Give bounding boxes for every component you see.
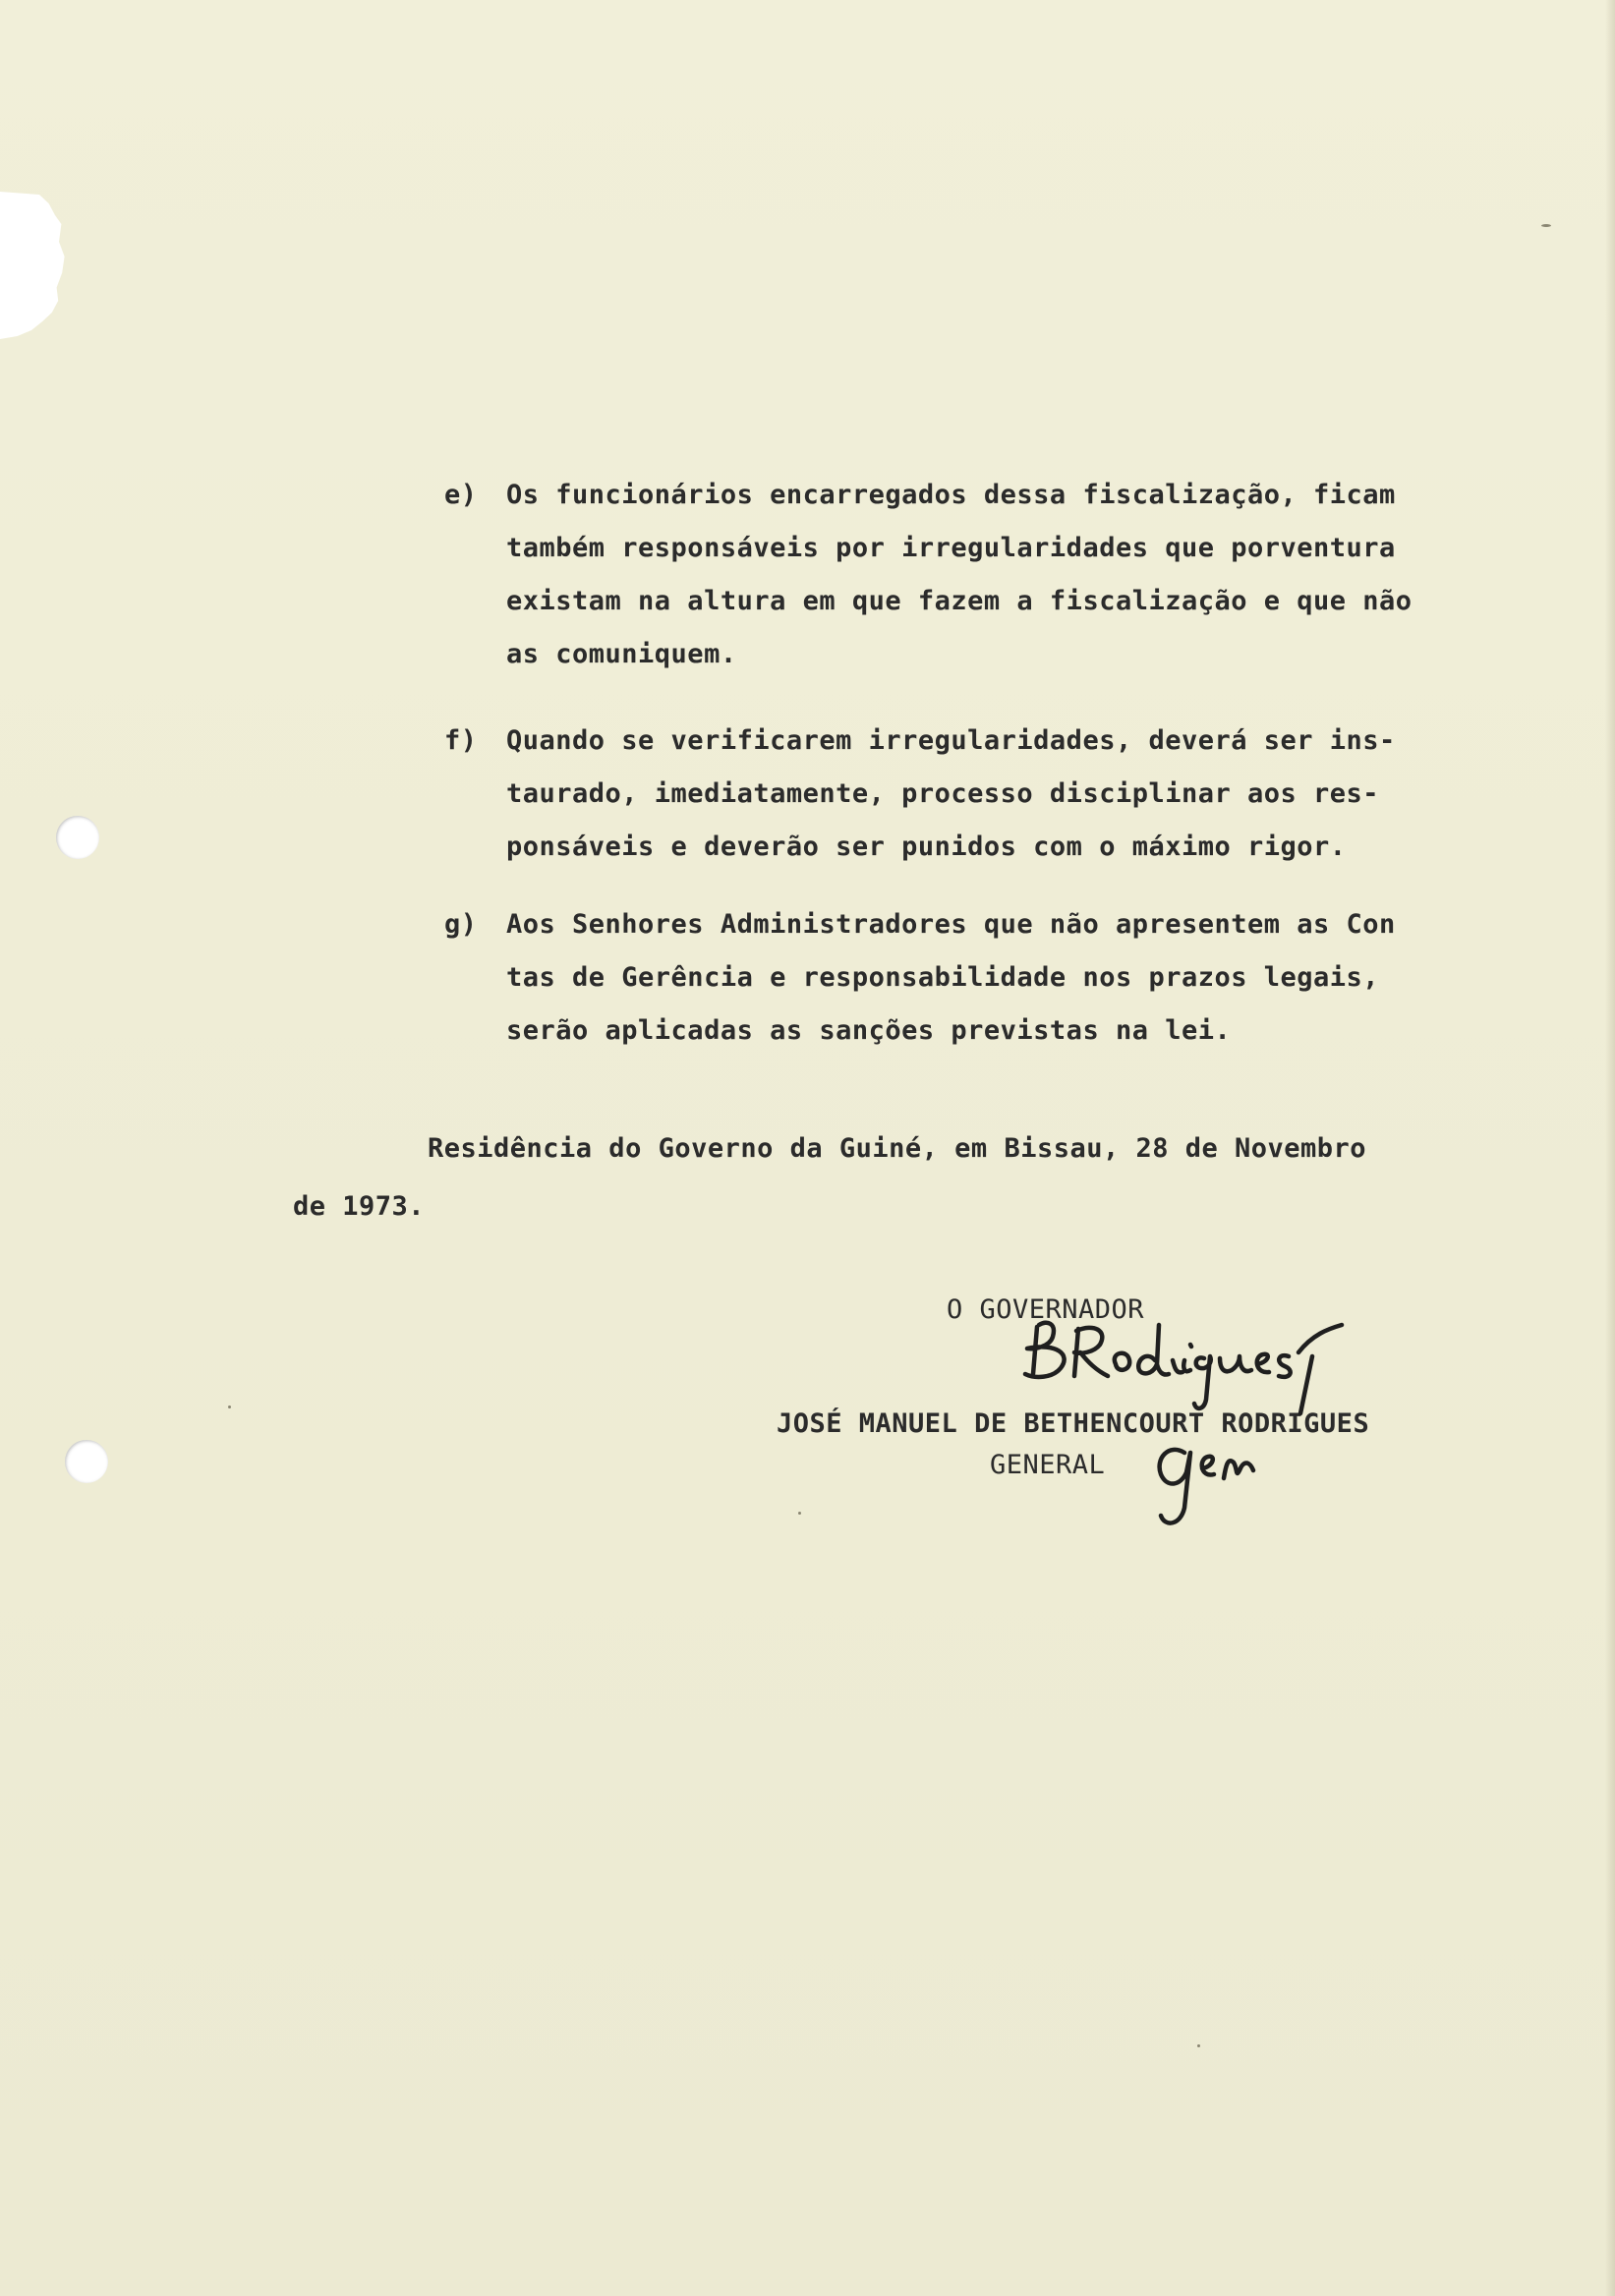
paper-speck (798, 1512, 801, 1515)
item-letter: e) (444, 480, 478, 510)
item-line: as comuniquem. (506, 639, 737, 669)
item-line: Os funcionários encarregados dessa fiscalização, ficam (506, 480, 1396, 510)
item-line: taurado, imediatamente, processo disciplinar aos res- (506, 778, 1380, 809)
item-line: Quando se verificarem irregularidades, deverá ser ins- (506, 725, 1396, 756)
punch-hole-bottom (65, 1440, 108, 1483)
paper-mark (1541, 224, 1551, 227)
paper-speck (1197, 2044, 1200, 2047)
item-letter: f) (444, 725, 478, 756)
signatory-name: JOSÉ MANUEL DE BETHENCOURT RODRIGUES (777, 1408, 1370, 1439)
punch-hole-top (56, 816, 99, 859)
item-letter: g) (444, 909, 478, 940)
item-line: também responsáveis por irregularidades que porventura (506, 533, 1396, 563)
signatory-rank: GENERAL (990, 1450, 1106, 1480)
closing-year: de 1973. (293, 1191, 426, 1222)
item-line: existam na altura em que fazem a fiscalização e que não (506, 586, 1413, 616)
torn-paper-edge (0, 192, 79, 339)
item-line: Aos Senhores Administradores que não apresentem as Con (506, 909, 1396, 940)
signatory-title: O GOVERNADOR (947, 1294, 1145, 1325)
item-line: tas de Gerência e responsabilidade nos prazos legais, (506, 962, 1380, 993)
item-line: ponsáveis e deverão ser punidos com o máximo rigor. (506, 832, 1347, 862)
closing-place-date: Residência do Governo da Guiné, em Bissau, 28 de Novembro (428, 1133, 1367, 1164)
paper-speck (228, 1406, 231, 1408)
item-line: serão aplicadas as sanções previstas na lei. (506, 1015, 1232, 1046)
